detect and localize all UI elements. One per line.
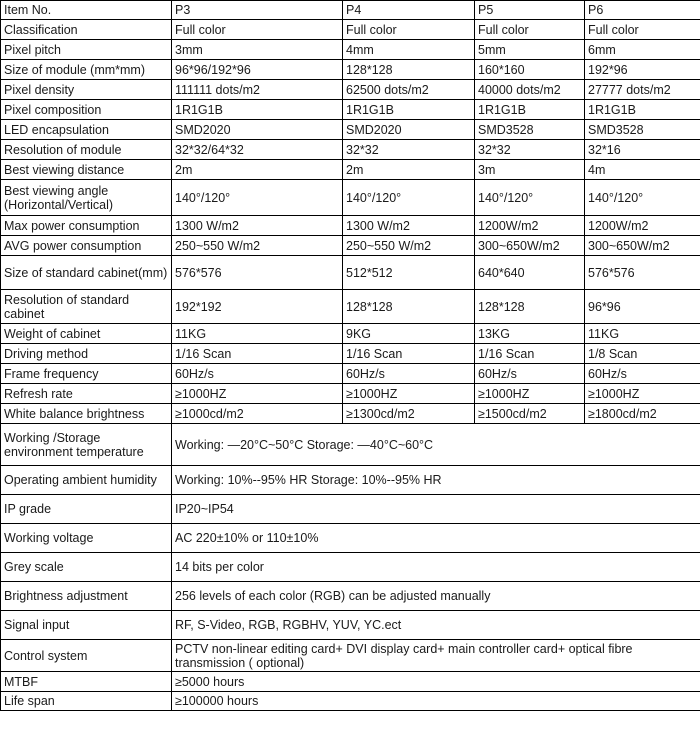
row-label: Frame frequency: [1, 364, 172, 384]
cell-value: 160*160: [475, 60, 585, 80]
cell-value: 1/16 Scan: [172, 344, 343, 364]
cell-value: ≥1000HZ: [343, 384, 475, 404]
spec-row: [1, 384, 700, 404]
cell-value: 3mm: [172, 40, 343, 60]
cell-value: 27777 dots/m2: [585, 80, 700, 100]
shared-value: ≥5000 hours: [172, 672, 700, 692]
cell-value: 1R1G1B: [343, 100, 475, 120]
cell-value: 6mm: [585, 40, 700, 60]
row-label: Signal input: [1, 611, 172, 640]
row-label: Driving method: [1, 344, 172, 364]
row-label: Life span: [1, 692, 172, 711]
shared-spec-row: [1, 640, 700, 672]
shared-spec-row: [1, 466, 700, 495]
cell-value: 4mm: [343, 40, 475, 60]
cell-value: 32*32: [475, 140, 585, 160]
spec-row: [1, 344, 700, 364]
shared-spec-row: [1, 524, 700, 553]
shared-value: Working: —20°C~50°C Storage: —40°C~60°C: [172, 424, 700, 466]
cell-value: 576*576: [172, 256, 343, 290]
spec-row: [1, 180, 700, 216]
cell-value: 11KG: [585, 324, 700, 344]
cell-value: 40000 dots/m2: [475, 80, 585, 100]
row-label: Resolution of standard cabinet: [1, 290, 172, 324]
cell-value: 1/16 Scan: [475, 344, 585, 364]
row-label: Brightness adjustment: [1, 582, 172, 611]
cell-value: 1R1G1B: [172, 100, 343, 120]
cell-value: ≥1000HZ: [585, 384, 700, 404]
cell-value: 60Hz/s: [172, 364, 343, 384]
row-label: LED encapsulation: [1, 120, 172, 140]
shared-spec-row: [1, 582, 700, 611]
shared-value: IP20~IP54: [172, 495, 700, 524]
row-label: Best viewing angle (Horizontal/Vertical): [1, 180, 172, 216]
shared-value: 256 levels of each color (RGB) can be adjusted manually: [172, 582, 700, 611]
spec-row: [1, 216, 700, 236]
row-label: Max power consumption: [1, 216, 172, 236]
cell-value: Full color: [585, 20, 700, 40]
cell-value: SMD2020: [343, 120, 475, 140]
spec-row: [1, 290, 700, 324]
header-cell: P6: [585, 1, 700, 20]
spec-row: [1, 140, 700, 160]
row-label: Pixel density: [1, 80, 172, 100]
shared-spec-row: [1, 692, 700, 711]
spec-row: [1, 80, 700, 100]
cell-value: 300~650W/m2: [475, 236, 585, 256]
cell-value: 128*128: [343, 60, 475, 80]
row-label: Pixel pitch: [1, 40, 172, 60]
shared-value: RF, S-Video, RGB, RGBHV, YUV, YC.ect: [172, 611, 700, 640]
row-label: Weight of cabinet: [1, 324, 172, 344]
cell-value: 111111 dots/m2: [172, 80, 343, 100]
cell-value: 96*96: [585, 290, 700, 324]
cell-value: 128*128: [475, 290, 585, 324]
cell-value: 1300 W/m2: [343, 216, 475, 236]
header-cell: P4: [343, 1, 475, 20]
row-label: Working /Storage environment temperature: [1, 424, 172, 466]
cell-value: Full color: [343, 20, 475, 40]
cell-value: 192*192: [172, 290, 343, 324]
spec-row: [1, 60, 700, 80]
shared-value: ≥100000 hours: [172, 692, 700, 711]
cell-value: 192*96: [585, 60, 700, 80]
cell-value: 62500 dots/m2: [343, 80, 475, 100]
shared-spec-row: [1, 495, 700, 524]
cell-value: 512*512: [343, 256, 475, 290]
cell-value: ≥1500cd/m2: [475, 404, 585, 424]
cell-value: 300~650W/m2: [585, 236, 700, 256]
shared-value: PCTV non-linear editing card+ DVI display card+ main controller card+ optical fibre transmission ( optional): [172, 640, 700, 672]
spec-row: [1, 324, 700, 344]
header-cell: P5: [475, 1, 585, 20]
cell-value: Full color: [172, 20, 343, 40]
cell-value: 1/8 Scan: [585, 344, 700, 364]
shared-spec-row: [1, 553, 700, 582]
spec-row: [1, 404, 700, 424]
cell-value: SMD2020: [172, 120, 343, 140]
spec-row: [1, 256, 700, 290]
header-cell: Item No.: [1, 1, 172, 20]
cell-value: 11KG: [172, 324, 343, 344]
shared-spec-row: [1, 424, 700, 466]
cell-value: 140°/120°: [475, 180, 585, 216]
cell-value: 5mm: [475, 40, 585, 60]
cell-value: 3m: [475, 160, 585, 180]
row-label: Classification: [1, 20, 172, 40]
cell-value: 140°/120°: [585, 180, 700, 216]
cell-value: ≥1300cd/m2: [343, 404, 475, 424]
cell-value: ≥1000HZ: [172, 384, 343, 404]
cell-value: 1/16 Scan: [343, 344, 475, 364]
spec-row: [1, 20, 700, 40]
spec-row: [1, 100, 700, 120]
spec-row: [1, 364, 700, 384]
header-row: [1, 1, 700, 20]
cell-value: 32*32: [343, 140, 475, 160]
cell-value: 60Hz/s: [343, 364, 475, 384]
row-label: Operating ambient humidity: [1, 466, 172, 495]
shared-spec-row: [1, 672, 700, 692]
cell-value: ≥1800cd/m2: [585, 404, 700, 424]
shared-spec-row: [1, 611, 700, 640]
row-label: Best viewing distance: [1, 160, 172, 180]
cell-value: 250~550 W/m2: [343, 236, 475, 256]
row-label: Refresh rate: [1, 384, 172, 404]
cell-value: ≥1000cd/m2: [172, 404, 343, 424]
header-cell: P3: [172, 1, 343, 20]
cell-value: 60Hz/s: [475, 364, 585, 384]
cell-value: 60Hz/s: [585, 364, 700, 384]
cell-value: 1300 W/m2: [172, 216, 343, 236]
spec-table-body: [1, 1, 700, 711]
row-label: Pixel composition: [1, 100, 172, 120]
cell-value: 96*96/192*96: [172, 60, 343, 80]
cell-value: 128*128: [343, 290, 475, 324]
row-label: IP grade: [1, 495, 172, 524]
shared-value: 14 bits per color: [172, 553, 700, 582]
row-label: Grey scale: [1, 553, 172, 582]
row-label: Working voltage: [1, 524, 172, 553]
cell-value: 1200W/m2: [585, 216, 700, 236]
cell-value: 640*640: [475, 256, 585, 290]
cell-value: 32*16: [585, 140, 700, 160]
shared-value: Working: 10%--95% HR Storage: 10%--95% HR: [172, 466, 700, 495]
cell-value: 140°/120°: [172, 180, 343, 216]
cell-value: Full color: [475, 20, 585, 40]
cell-value: SMD3528: [585, 120, 700, 140]
cell-value: 1200W/m2: [475, 216, 585, 236]
row-label: White balance brightness: [1, 404, 172, 424]
spec-row: [1, 160, 700, 180]
cell-value: 140°/120°: [343, 180, 475, 216]
cell-value: 576*576: [585, 256, 700, 290]
cell-value: 1R1G1B: [585, 100, 700, 120]
spec-row: [1, 40, 700, 60]
cell-value: 1R1G1B: [475, 100, 585, 120]
cell-value: 13KG: [475, 324, 585, 344]
cell-value: 9KG: [343, 324, 475, 344]
cell-value: 2m: [172, 160, 343, 180]
row-label: Resolution of module: [1, 140, 172, 160]
row-label: AVG power consumption: [1, 236, 172, 256]
cell-value: ≥1000HZ: [475, 384, 585, 404]
cell-value: 32*32/64*32: [172, 140, 343, 160]
spec-row: [1, 236, 700, 256]
cell-value: 250~550 W/m2: [172, 236, 343, 256]
cell-value: SMD3528: [475, 120, 585, 140]
row-label: Control system: [1, 640, 172, 672]
row-label: Size of module (mm*mm): [1, 60, 172, 80]
row-label: MTBF: [1, 672, 172, 692]
cell-value: 2m: [343, 160, 475, 180]
row-label: Size of standard cabinet(mm): [1, 256, 172, 290]
cell-value: 4m: [585, 160, 700, 180]
spec-row: [1, 120, 700, 140]
shared-value: AC 220±10% or 110±10%: [172, 524, 700, 553]
